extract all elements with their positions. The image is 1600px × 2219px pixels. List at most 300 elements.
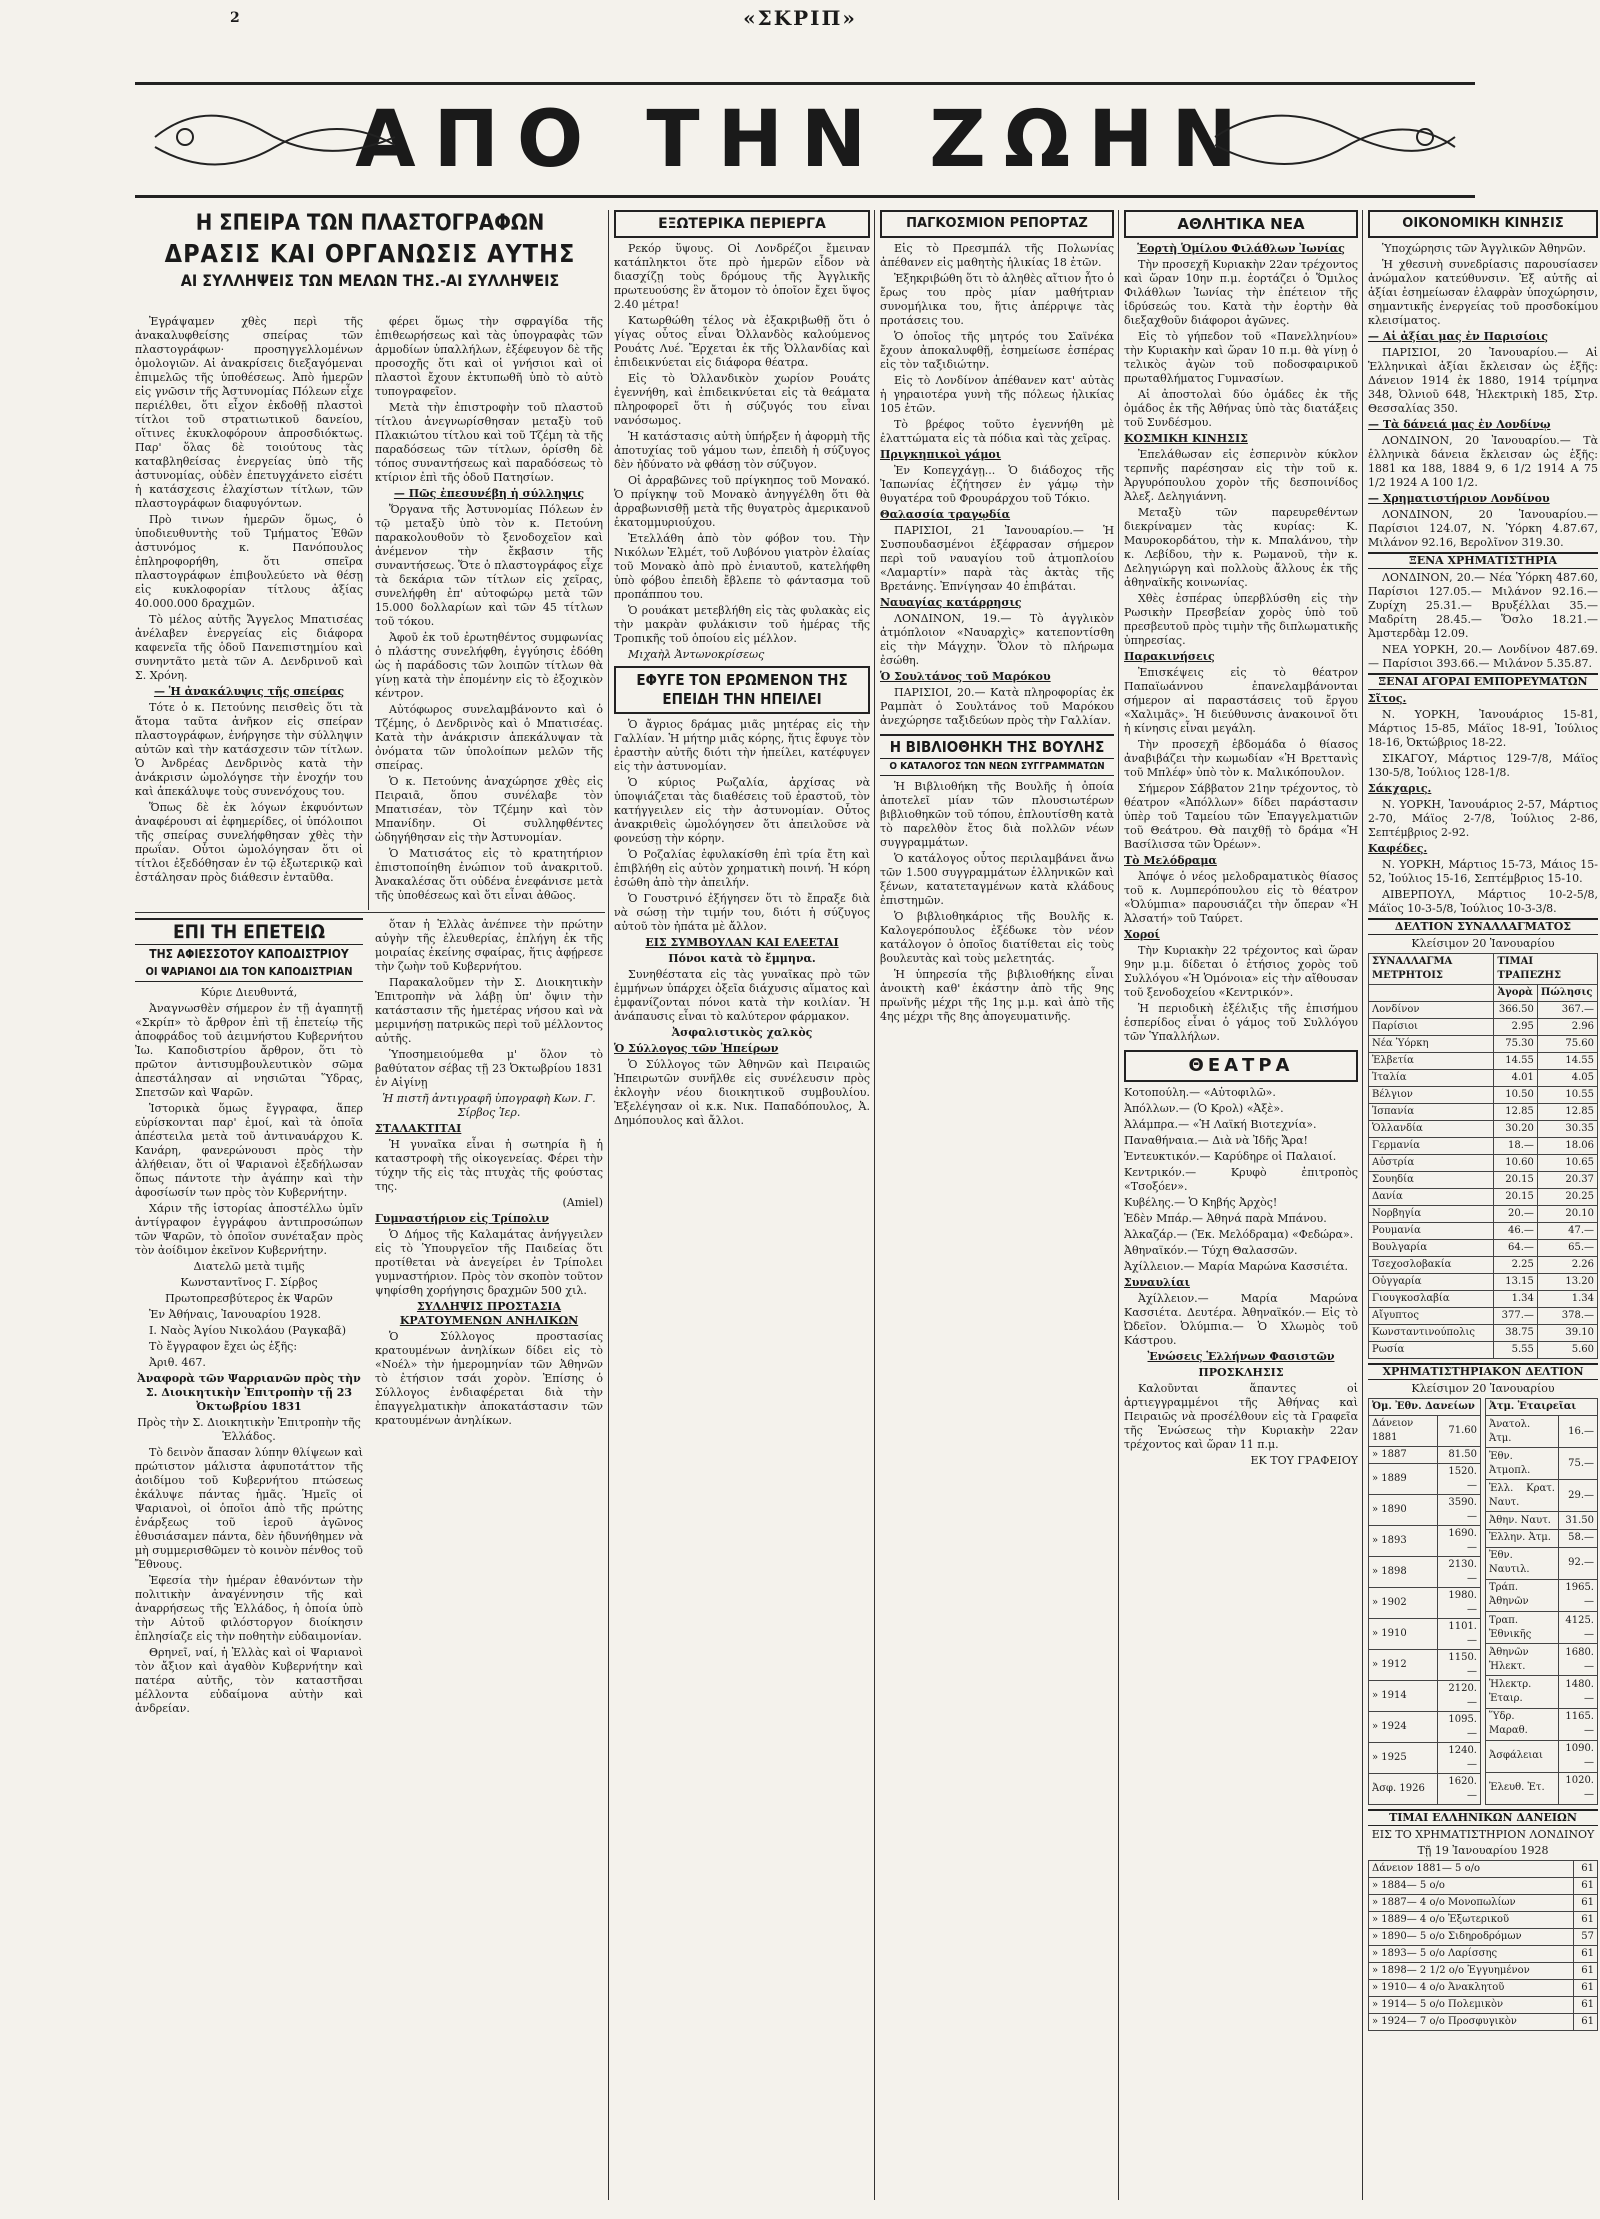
letter-signature: Κωνσταντῖνος Γ. Σίρβος	[180, 1276, 318, 1289]
table-cell: Αἴγυπτος	[1369, 1308, 1494, 1325]
stock-bulletin-date: Κλείσιμον 20 Ἰανουαρίου	[1411, 1382, 1555, 1395]
document-number: Ἀριθ. 467.	[149, 1356, 206, 1369]
article-paragraph: Ἡ κατάστασις αὐτὴ ὑπήρξεν ἡ ἀφορμὴ τῆς ἀποτυχίας τοῦ γάμου των, ἐπειδὴ ἡ σύζυγος δὲν ἠδύνατο νὰ φθάσῃ τὸν σύζυγον.	[614, 430, 870, 471]
table-cell: 75.30	[1494, 1036, 1537, 1053]
newspaper-name: «ΣΚΡΙΠ»	[743, 6, 857, 30]
kapodistrias-headline: ΕΠΙ ΤΗ ΕΠΕΤΕΙΩ	[135, 918, 363, 945]
article-paragraph: Ἡ ὑπηρεσία τῆς βιβλιοθήκης εἶναι ἀνοικτὴ καθ' ἑκάστην ἀπὸ τῆς 9ης πρωϊνῆς μέχρι τῆς 1ης μ.μ. καὶ ἀπὸ τῆς 4ης μέχρι τῆς 8ης ἀπογευματινῆς.	[880, 968, 1114, 1023]
table-cell: Παρίσιοι	[1369, 1019, 1494, 1036]
table-cell: 1020.—	[1558, 1772, 1597, 1804]
table-cell: Τράπ. Ἀθηνῶν	[1486, 1579, 1559, 1611]
table-cell: » 1910	[1369, 1619, 1438, 1650]
table-row	[1369, 1053, 1598, 1070]
section-subhead: ΚΟΣΜΙΚΗ ΚΙΝΗΣΙΣ	[1124, 432, 1248, 445]
table-cell: 61	[1573, 1912, 1598, 1929]
table-cell: » 1902	[1369, 1588, 1438, 1619]
theatre-listing: Ἀθηναϊκόν.— Τύχη Θαλασσῶν.	[1124, 1244, 1298, 1257]
article-paragraph: Ἐξηκριβώθη ὅτι τὸ ἀληθὲς αἴτιον ἦτο ὁ ἔρως του πρὸς μίαν μαθήτριαν συνομήλικα του, ἥτις ἀπέρριψε τὰς προτάσεις του.	[880, 272, 1114, 327]
table-cell: 2120.—	[1438, 1681, 1481, 1712]
section-subhead: Ὁ Σύλλογος τῶν Ἠπείρων	[614, 1042, 779, 1055]
article-paragraph: Τὴν προσεχῆ Κυριακὴν 22αν τρέχοντος καὶ ὥραν 10ην π.μ. ἑορτάζει ὁ Ὅμιλος Φιλάθλων Ἰωνίας τὴν ἐπέτειον τῆς ἱδρύσεώς του. Κατὰ τὴν ἑορτὴν θὰ διεξαχθοῦν διάφοροι ἀγῶνες.	[1124, 258, 1358, 327]
letter-signature-title: Πρωτοπρεσβύτερος ἐκ Ψαρῶν	[165, 1292, 333, 1305]
article-paragraph: Ὁ Γουστρινό ἐξήγησεν ὅτι τὸ ἔπραξε διὰ νὰ σώσῃ τὴν τιμήν του, διότι ἡ σύζυγος αὐτοῦ τὸν ἠπάτα μὲ ἄλλον.	[614, 892, 870, 933]
invitation-title: ΠΡΟΣΚΛΗΣΙΣ	[1198, 1366, 1284, 1379]
table-cell: 1090.—	[1558, 1740, 1597, 1772]
table-cell: 1480.—	[1558, 1676, 1597, 1708]
table-row	[1369, 1121, 1598, 1138]
table-cell: » 1889	[1369, 1464, 1438, 1495]
table-cell: 61	[1573, 1895, 1598, 1912]
article-paragraph: Εἰς τὸ Λονδίνον ἀπέθανεν κατ' αὐτὰς ἡ γηραιοτέρα γυνὴ τῆς πόλεως ἡλικίας 105 ἐτῶν.	[880, 374, 1114, 415]
article-paragraph: ΑΙΒΕΡΠΟΥΛ, Μάρτιος 10-2-5/8, Μάϊος 10-3-5/8, Ἰούλιος 10-3-3/8.	[1368, 888, 1598, 915]
table-cell: 64.—	[1494, 1240, 1537, 1257]
quote-text: Ἡ γυναῖκα εἶναι ἡ σωτηρία ἢ ἡ καταστροφὴ τῆς οἰκογενείας. Φέρει τὴν τύχην τῆς εἰς τὰς πτυχὰς τῆς φούστας της.	[375, 1138, 603, 1193]
table-cell: » 1887— 4 ο/ο Μονοπωλίων	[1369, 1895, 1574, 1912]
page-number: 2	[230, 10, 242, 26]
article-paragraph: Ὁ κατάλογος οὗτος περιλαμβάνει ἄνω τῶν 1.500 συγγραμμάτων ἑλληνικῶν καὶ ξένων, κατατεταγμένων κατὰ κλάδους ἐπιστημῶν.	[880, 852, 1114, 907]
theatre-listing: Κεντρικόν.— Κρυφὸ ἐπιτροπὸς «Τσοξόεν».	[1124, 1166, 1358, 1193]
table-cell: 75.60	[1537, 1036, 1597, 1053]
article-paragraph: Ἀχίλλειον.— Μαρία Μαρώνα Κασσιέτα. Δευτέρα. Ἀθηναϊκόν.— Εἰς τὸ Ὠδεῖον. Ὀλύμπια.— Ὁ Χλωμὸς τοῦ Κάστρου.	[1124, 1292, 1358, 1347]
fled-lover-headline: ΕΦΥΓΕ ΤΟΝ ΕΡΩΜΕΝΟΝ ΤΗΣ ΕΠΕΙΔΗ ΤΗΝ ΗΠΕΙΛΕΙ	[614, 666, 870, 714]
article-paragraph: Κατωρθώθη τέλος νὰ ἐξακριβωθῇ ὅτι ὁ γίγας οὗτος εἶναι Ὀλλανδὸς καλούμενος Ρουάτς Λυέ. Ἔρχεται ἐκ τῆς Ὀλλανδίας καὶ ἐπιδεικνύεται εἰς διάφορα θέατρα.	[614, 314, 870, 369]
table-row	[1369, 1274, 1598, 1291]
table-row	[1369, 1774, 1481, 1805]
table-header: Ἀτμ. Ἑταιρεῖαι	[1486, 1399, 1598, 1416]
section-subhead: Τὸ Μελόδραμα	[1124, 854, 1217, 867]
kapodistrias-continued	[375, 918, 603, 2200]
table-row	[1486, 1530, 1598, 1548]
section-subhead: Καφέδες.	[1368, 842, 1428, 855]
table-row	[1369, 1447, 1481, 1464]
article-paragraph: Ὁ Σύλλογος τῶν Ἀθηνῶν καὶ Πειραιῶς Ἠπειρωτῶν συνῆλθε εἰς συνέλευσιν πρὸς ἐκλογὴν νέου διοικητικοῦ συμβουλίου. Ἐξελέγησαν οἱ κ.κ. Νικ. Παπαδόπουλος, Ἀ. Δημόπουλος καὶ ἄλλοι.	[614, 1058, 870, 1127]
section-title: ΑΠΟ ΤΗΝ ΖΩΗΝ	[355, 95, 1255, 185]
table-cell: Ἐθν. Ναυτιλ.	[1486, 1547, 1559, 1579]
table-cell: » 1910— 4 ο/ο Ἀνακλητοῦ	[1369, 1980, 1574, 1997]
article-paragraph: ΠΑΡΙΣΙΟΙ, 21 Ἰανουαρίου.— Ἡ Συσπουδασμένοι ἐξέφρασαν σήμερον περὶ τοῦ ναυαγίου τοῦ ἀτμοπλοίου «Λαμαρτίν» παρὰ τὰς ἀκτὰς τῆς Βρετάνης. Ἐπνίγησαν 40 ἐπιβάται.	[880, 524, 1114, 593]
commodity-markets-header: ΞΕΝΑΙ ΑΓΟΡΑΙ ΕΜΠΟΡΕΥΜΑΤΩΝ	[1368, 673, 1598, 690]
article-paragraph: Οἱ ἀρραβῶνες τοῦ πρίγκηπος τοῦ Μονακό. Ὁ πρίγκηψ τοῦ Μονακὸ ἀνηγγέλθη ὅτι θὰ ἀρραβωνισθῇ μετὰ τῆς θυγατρὸς ἀμερικανοῦ ἑκατομμυριούχου.	[614, 474, 870, 529]
masthead	[0, 0, 1600, 40]
article-paragraph: Ἡ Βιβλιοθήκη τῆς Βουλῆς ἡ ὁποία ἀποτελεῖ μίαν τῶν πλουσιωτέρων βιβλιοθηκῶν τοῦ τόπου, ἐπλουτίσθη κατὰ τὸ παρελθὸν ἔτος διὰ πολλῶν νέων συγγραμμάτων.	[880, 780, 1114, 849]
table-row	[1369, 1104, 1598, 1121]
article-paragraph: Χθὲς ἐσπέρας ὑπερβλύσθη εἰς τὴν Ρωσικὴν Πρεσβείαν χορὸς ὑπὸ τοῦ πρεσβευτοῦ πρὸς τιμὴν τῆς διπλωματικῆς ὑπηρεσίας.	[1124, 592, 1358, 647]
theatre-listing: Κυβέλης.— Ὁ Κηβής Ἀρχὸς!	[1124, 1196, 1278, 1209]
table-row	[1369, 1895, 1598, 1912]
table-cell: 10.50	[1494, 1087, 1537, 1104]
article-paragraph: Ὁ Ροζαλίας ἐφυλακίσθη ἐπὶ τρία ἔτη καὶ ἐπιβλήθη εἰς αὐτὸν χρηματικὴ ποινή. Ἡ κόρη ἐσώθη ἀπὸ τὴν ἀπειλήν.	[614, 848, 870, 889]
table-row	[1369, 1557, 1481, 1588]
table-row	[1486, 1676, 1598, 1708]
article-paragraph: Ἀπόψε ὁ νέος μελοδραματικὸς θίασος τοῦ κ. Λυμπερόπουλου εἰς τὸ θέατρον «Ὀλύμπια» παρουσιάζει τὴν ὄπεραν «Ἡ Ἀλσατή» τοῦ Ταύρετ.	[1124, 870, 1358, 925]
article-paragraph: Ν. ΥΟΡΚΗ, Ἰανουάριος 2-57, Μάρτιος 2-70, Μάϊος 2-7/8, Ἰούλιος 2-86, Σεπτέμβριος 2-92.	[1368, 798, 1598, 839]
forgers-headline: Η ΣΠΕΙΡΑ ΤΩΝ ΠΛΑΣΤΟΓΡΑΦΩΝ	[195, 211, 545, 236]
table-cell: 2.25	[1494, 1257, 1537, 1274]
article-paragraph: ΠΑΡΙΣΙΟΙ, 20 Ἰανουαρίου.— Αἱ Ἑλληνικαὶ ἀξίαι ἔκλεισαν ὡς ἑξῆς: Δάνειον 1914 ἐκ 1880, 1914 τρίμηνα 348, Ὀλνιοῦ 648, Ἡλεκτρικὴ 185, Στρ. Θεσσαλίας 350.	[1368, 346, 1598, 415]
article-paragraph: Τὴν Κυριακὴν 22 τρέχοντος καὶ ὥραν 9ην μ.μ. δίδεται ὁ ἐτήσιος χορὸς τοῦ Συλλόγου «Ἡ Ὁμόνοια» εἰς τὴν αἴθουσαν τοῦ ξενοδοχείου «Κεντρικόν».	[1124, 944, 1358, 999]
table-cell: Νέα Ὑόρκη	[1369, 1036, 1494, 1053]
table-row	[1369, 1526, 1481, 1557]
table-cell: Αὐστρία	[1369, 1155, 1494, 1172]
foreign-exchanges-header: ΞΕΝΑ ΧΡΗΜΑΤΙΣΤΗΡΙΑ	[1368, 552, 1598, 569]
article-subhead: — Πῶς ἐπεσυνέβη ἡ σύλληψις	[393, 487, 585, 500]
article-paragraph: ΠΑΡΙΣΙΟΙ, 20.— Κατὰ πληροφορίας ἐκ Ραμπὰτ ὁ Σουλτάνος τοῦ Μαρόκου ἀνεχώρησε ταξιδεύων πρὸς τὴν Γαλλίαν.	[880, 686, 1114, 727]
article-paragraph: Ὁ Ματισάτος εἰς τὸ κρατητήριον ἐπιστοποίηθη ἐνώπιον τοῦ ἀνακριτοῦ. Ἀνακαλέσας ὅτι οὐδένα ἐνεφάνισε μετὰ τῆς ὑποθέσεως καὶ ὅτι εἶναι ἀθῶος.	[375, 847, 603, 902]
table-row	[1486, 1579, 1598, 1611]
article-paragraph: Τὸ δεινὸν ἄπασαν λύπην θλίψεων καὶ πρώτιστον μάλιστα ἀφυποτάττον τῆς ἀοιδίμου τοῦ Κυβερνήτου πτώσεως ἐκάλυψε πάντας ἡμᾶς. Ἡμεῖς οἱ Ψαριανοὶ, οἱ ὁποῖοι ἀπὸ τῆς πρώτης ἐνάρξεως τοῦ ἱεροῦ ἀγῶνος ἐθυσιάσαμεν πάντα, δὲν ἠδυνήθημεν νὰ μὴ συμμερισθῶμεν τὸ κοινὸν πένθος τοῦ Ἔθνους.	[135, 1446, 363, 1571]
table-cell: 20.15	[1494, 1189, 1537, 1206]
table-row	[1369, 1308, 1598, 1325]
forgers-deck: ΑΙ ΣΥΛΛΗΨΕΙΣ ΤΩΝ ΜΕΛΩΝ ΤΗΣ.-ΑΙ ΣΥΛΛΗΨΕΙΣ	[180, 271, 560, 290]
article-paragraph: Ν. ΥΟΡΚΗ, Ἰανουάριος 15-81, Μάρτιος 15-85, Μάϊος 18-91, Ἰούλιος 18-16, Ὀκτώβριος 18-22.	[1368, 708, 1598, 749]
table-row	[1369, 1681, 1481, 1712]
table-cell: Ὕδρ. Μαραθ.	[1486, 1708, 1559, 1740]
table-row	[1486, 1612, 1598, 1644]
article-paragraph: Ὁ Σύλλογος προστασίας κρατουμένων ἀνηλίκων δίδει εἰς τὸ «Νοέλ» τὴν ἡμερομηνίαν τῶν Ἀθηνῶν τὸ ἐτήσιον τσάι χορὸν. Ἐπίσης ὁ Σύλλογος ἐνδιαφέρεται διὰ τὴν ἐπαγγελματικὴν ἀποκατάστασιν τῶν κρατουμένων ἀνηλίκων.	[375, 1330, 603, 1427]
article-paragraph: Μεταξὺ τῶν παρευρεθέντων διεκρίναμεν τὰς κυρίας: Κ. Μαυροκορδάτου, τὴν κ. Μπαλάνου, τὴν κ. Λεβίδου, τὴν κ. Ρωμανοῦ, τὴν κ. Δεληγιώργη καὶ πολλοὺς ἄλλους ἐκ τῆς ἀθηναϊκῆς κοινωνίας.	[1124, 506, 1358, 589]
table-cell: Τραπ. Ἐθνικῆς	[1486, 1612, 1559, 1644]
table-header: ΣΥΝΑΛΛΑΓΜΑ ΜΕΤΡΗΤΟΙΣ	[1369, 954, 1494, 985]
forgers-subheadline: ΔΡΑΣΙΣ ΚΑΙ ΟΡΓΑΝΩΣΙΣ ΑΥΤΗΣ	[164, 239, 576, 268]
table-cell: 1095.—	[1438, 1712, 1481, 1743]
table-cell: 1.34	[1494, 1291, 1537, 1308]
table-row	[1486, 1644, 1598, 1676]
table-cell: 4.05	[1537, 1070, 1597, 1087]
section-banner	[135, 82, 1475, 198]
article-paragraph: Καλοῦνται ἅπαντες οἱ ἀρτιεγγραμμένοι τῆς Ἀθήνας καὶ Πειραιῶς νὰ προσέλθουν εἰς τὰ Γραφεῖα τῆς Ἑνώσεως τὴν Κυριακὴν 22αν τρέχοντος καὶ ὥραν 11 π.μ.	[1124, 1382, 1358, 1451]
article-paragraph: Ἐπισκέψεις εἰς τὸ θέατρον Παπαϊωάννου ἐπανελαμβάνονται σήμερον αἱ παραστάσεις τοῦ ἔργου «Χαλιμᾶς». Ἡ διεύθυνσις ἀνακοινοῖ ὅτι ἡ κίνησις εἶναι μεγάλη.	[1124, 666, 1358, 735]
greek-loans-table	[1368, 1860, 1598, 2031]
section-subhead: Χοροί	[1124, 928, 1160, 941]
forgers-article-col-a	[135, 315, 363, 910]
section-subhead: Πριγκηπικοὶ γάμοι	[880, 448, 1002, 461]
article-paragraph: Σήμερον Σάββατον 21ην τρέχοντος, τὸ θέατρον «Ἀπόλλων» δίδει παράστασιν ὑπὲρ τοῦ Ταμείου τῶν Ἐπαγγελματιῶν τοῦ Θεάτρου. Θὰ παιχθῇ τὸ δράμα «Ἡ Βασίλισσα τῶν Ὀρέων».	[1124, 782, 1358, 851]
table-cell: Δάνειον 1881— 5 ο/ο	[1369, 1861, 1574, 1878]
table-cell: 16.—	[1558, 1416, 1597, 1448]
table-row	[1369, 1743, 1481, 1774]
table-cell: 14.55	[1494, 1053, 1537, 1070]
article-signature: ΕΚ ΤΟΥ ΓΡΑΦΕΙΟΥ	[1250, 1454, 1358, 1467]
table-row	[1369, 1257, 1598, 1274]
greek-loans-header: ΤΙΜΑΙ ΕΛΛΗΝΙΚΩΝ ΔΑΝΕΙΩΝ	[1368, 1809, 1598, 1826]
article-paragraph: Τὸ βρέφος τοῦτο ἐγεννήθη μὲ ἐλαττώματα εἰς τὰ πόδια καὶ τὰς χεῖρας.	[880, 418, 1114, 445]
theatres-header: ΘΕΑΤΡΑ	[1124, 1050, 1358, 1082]
table-cell: 20.37	[1537, 1172, 1597, 1189]
banner-ornament-left	[145, 87, 405, 187]
section-subhead: Θαλασσία τραγῳδία	[880, 508, 1011, 521]
table-cell: 75.—	[1558, 1448, 1597, 1480]
table-cell: Ἰσπανία	[1369, 1104, 1494, 1121]
foreign-curiosities-column	[614, 210, 870, 2200]
section-subhead: ΣΤΑΛΑΚΤΙΤΑΙ	[375, 1122, 462, 1135]
theatre-listing: Ἀχίλλειον.— Μαρία Μαρώνα Κασσιέτα.	[1124, 1260, 1349, 1273]
table-cell: 61	[1573, 1963, 1598, 1980]
section-subhead: — Αἱ ἀξίαι μας ἐν Παρισίοις	[1368, 330, 1548, 343]
article-paragraph: Ἐν Κοπεγχάγῃ... Ὁ διάδοχος τῆς Ἰαπωνίας ἐζήτησεν ἐν γάμῳ τὴν θυγατέρα τοῦ Φρουράρχου τοῦ Τόκιο.	[880, 464, 1114, 505]
loans-table	[1368, 1398, 1481, 1805]
foreign-curiosities-header: ΕΞΩΤΕΡΙΚΑ ΠΕΡΙΕΡΓΑ	[614, 210, 870, 238]
table-row	[1369, 1342, 1598, 1359]
table-row	[1369, 1189, 1598, 1206]
letter-address: Ι. Ναὸς Ἁγίου Νικολάου (Ραγκαβᾶ)	[149, 1324, 347, 1337]
article-paragraph: Τὸ μέλος αὐτῆς Ἄγγελος Μπατισέας ἀνέλαβεν ἐνεργείας εἰς διάφορα καφενεῖα τῆς ὁδοῦ Πανεπιστημίου καὶ συνηντᾶτο μετὰ τῶν Α. Δενδρινοῦ καὶ Σ. Χρόνη.	[135, 613, 363, 682]
table-row	[1369, 1912, 1598, 1929]
table-row	[1486, 1740, 1598, 1772]
table-row	[1369, 1223, 1598, 1240]
table-cell: 5.55	[1494, 1342, 1537, 1359]
table-cell: 61	[1573, 1980, 1598, 1997]
article-paragraph: Ὁ βιβλιοθηκάριος τῆς Βουλῆς κ. Καλογερόπουλος ἐξέδωκε τὸν νέον κατάλογον ὁ ὁποῖος διατίθεται εἰς τοὺς βουλευτὰς καὶ τοὺς μελετητάς.	[880, 910, 1114, 965]
article-paragraph: Ἀφοῦ ἐκ τοῦ ἐρωτηθέντος συμφωνίας ὁ πλάστης συνελήφθη, ἐγγύησις ἐδόθη ὡς ἡ παράδοσις τῶν λοιπῶν τίτλων θὰ γίνῃ κατὰ τὴν ἐπομένην εἰς τὸ ἐξοχικὸν κέντρον.	[375, 631, 603, 700]
table-row	[1369, 1002, 1598, 1019]
table-row	[1369, 1172, 1598, 1189]
table-cell: 20.15	[1494, 1172, 1537, 1189]
document-title: Ἀναφορὰ τῶν Ψαρριανῶν πρὸς τὴν Σ. Διοικητικὴν Ἐπιτροπὴν τῇ 23 Ὀκτωβρίου 1831	[137, 1372, 361, 1413]
table-header: Ὀμ. Ἐθν. Δανείων	[1369, 1399, 1481, 1416]
forgers-article-col-b	[375, 315, 603, 910]
article-paragraph: Τότε ὁ κ. Πετούνης πεισθεὶς ὅτι τὰ ἄτομα ταῦτα ἀνῆκον εἰς σπείραν πλαστογράφων, ἐνήργησε τὴν σύλληψιν αὐτῶν καὶ τὴν κατάσχεσιν τῶν τίτλων. Ὁ Ἀνδρέας Δενδρινὸς κατὰ τὴν ἀνάκρισιν ὡμολόγησε τὴν ἐνοχήν του καὶ ἀπεκάλυψε τοὺς συνενόχους του.	[135, 701, 363, 798]
theatre-listing: Ἐντευκτικόν.— Καρύδηρε οἱ Παλαιοί.	[1124, 1150, 1337, 1163]
table-cell: 10.65	[1537, 1155, 1597, 1172]
table-cell: » 1924	[1369, 1712, 1438, 1743]
table-row	[1486, 1480, 1598, 1512]
table-cell: 1980.—	[1438, 1588, 1481, 1619]
table-cell: 20.10	[1537, 1206, 1597, 1223]
table-row	[1369, 2014, 1598, 2031]
article-subhead: — Ἡ ἀνακάλυψις τῆς σπείρας	[153, 685, 345, 698]
table-cell: 4.01	[1494, 1070, 1537, 1087]
table-cell: » 1893	[1369, 1526, 1438, 1557]
section-subhead: Παρακινήσεις	[1124, 650, 1215, 663]
table-cell: Ἀθην. Ναυτ.	[1486, 1512, 1559, 1530]
table-cell: Τσεχοσλοβακία	[1369, 1257, 1494, 1274]
table-cell: 18.06	[1537, 1138, 1597, 1155]
table-cell: 30.20	[1494, 1121, 1537, 1138]
table-cell: 1.34	[1537, 1291, 1597, 1308]
table-cell: » 1893— 5 ο/ο Λαρίσσης	[1369, 1946, 1574, 1963]
table-row	[1369, 1495, 1481, 1526]
article-paragraph: ὅταν ἡ Ἑλλὰς ἀνέπνεε τὴν πρώτην αὐγὴν τῆς ἐλευθερίας, ἐπλήγη ἐκ τῆς μοιραίας ἐκείνης σφαίρας, ἥτις ἀφῄρεσε τὴν ζωὴν τοῦ Κυβερνήτου.	[375, 918, 603, 973]
article-paragraph: Ὁ κ. Πετούνης ἀναχώρησε χθὲς εἰς Πειραιᾶ, ὅπου συνέλαβε τὸν Μπατισέαν, τὸν Τζέμην καὶ τὸν Μπανίδην. Οἱ συλληφθέντες ὡδηγήθησαν εἰς τὴν Ἀστυνομίαν.	[375, 775, 603, 844]
table-cell: » 1898— 2 1/2 ο/ο Ἐγγυημένον	[1369, 1963, 1574, 1980]
article-paragraph: Ἀναγνωσθὲν σήμερον ἐν τῇ ἀγαπητῇ «Σκρίπ» τὸ ἄρθρον ἐπὶ τῇ ἐπετείῳ τῆς ἀποφράδος τοῦ ἀειμνήστου Κυβερνήτου Ἰω. Καποδιστρίου ἄρθρον, ὅτι τὸ πρῶτον ἀντισυμβουλευτικὸν σῶμα ἀπεστάλησαν αἱ νησιῶται Ὕδρας, Σπετσῶν καὶ Ψαρῶν.	[135, 1002, 363, 1099]
table-cell: 1620.—	[1438, 1774, 1481, 1805]
table-header: ΤΙΜΑΙ ΤΡΑΠΕΖΗΣ	[1494, 954, 1598, 985]
table-cell: Ἑλλην. Ἀτμ.	[1486, 1530, 1559, 1548]
table-cell: Ὁλλανδία	[1369, 1121, 1494, 1138]
world-report-column	[880, 210, 1114, 2200]
table-cell: 2.95	[1494, 1019, 1537, 1036]
table-cell: Νορβηγία	[1369, 1206, 1494, 1223]
table-row	[1369, 1155, 1598, 1172]
table-cell: 47.—	[1537, 1223, 1597, 1240]
table-cell: » 1925	[1369, 1743, 1438, 1774]
forgers-headline-block	[135, 210, 605, 310]
table-cell: 1680.—	[1558, 1644, 1597, 1676]
table-cell: 61	[1573, 1997, 1598, 2014]
table-cell: » 1898	[1369, 1557, 1438, 1588]
stock-bulletin-tables	[1368, 1398, 1598, 1805]
letter-date: Ἐν Ἀθήναις, Ἰανουαρίου 1928.	[149, 1308, 321, 1321]
exchange-rates-date: Κλείσιμον 20 Ἰανουαρίου	[1411, 937, 1555, 950]
table-cell: 29.—	[1558, 1480, 1597, 1512]
article-paragraph: Ὑποχώρησις τῶν Ἀγγλικῶν Ἀθηνῶν.	[1382, 242, 1587, 255]
document-addressee: Πρὸς τὴν Σ. Διοικητικὴν Ἐπιτροπὴν τῆς Ἑλλάδος.	[137, 1416, 361, 1443]
table-cell: Οὑγγαρία	[1369, 1274, 1494, 1291]
section-subhead: Ἀσφαλιστικὸς χαλκὸς	[671, 1026, 813, 1039]
table-row	[1369, 1929, 1598, 1946]
table-row	[1369, 1997, 1598, 2014]
exchange-rates-table	[1368, 953, 1598, 1359]
article-paragraph: Ρεκόρ ὕψους. Οἱ Λονδρέζοι ἔμειναν κατάπληκτοι ὅτε πρὸ ἡμερῶν εἶδον νὰ διασχίζῃ τοὺς δρόμους τῆς Ἀγγλικῆς πρωτευούσης ἓν ἄτομον τὸ ὁποῖον ἔχει ὕψος 2.40 μέτρα!	[614, 242, 870, 311]
article-paragraph: Ἐφεσία τὴν ἡμέραν ἐθανόντων τὴν πολιτικὴν ἀναγέννησιν τῆς καὶ ἀναρρήσεως τῆς Ἑλλάδος, ἡ ὁποία ὑπὸ τὴν Αὐτοῦ φιλόστοργον διοίκησιν ἐπλησίαζε εἰς τὴν ποθητὴν εὐδαιμονίαν.	[135, 1574, 363, 1643]
article-paragraph: ΝΕΑ ΥΟΡΚΗ, 20.— Λονδίνον 487.69.— Παρίσιοι 393.66.— Μιλάνον 5.35.87.	[1368, 643, 1598, 670]
table-cell: » 1884— 5 ο/ο	[1369, 1878, 1574, 1895]
theatre-listing: Ἀλάμπρα.— «Ἡ Λαϊκή Βιοτεχνία».	[1124, 1118, 1317, 1131]
table-cell: 92.—	[1558, 1547, 1597, 1579]
table-row	[1369, 1588, 1481, 1619]
table-cell: 14.55	[1537, 1053, 1597, 1070]
economic-header: ΟΙΚΟΝΟΜΙΚΗ ΚΙΝΗΣΙΣ	[1368, 210, 1598, 238]
companies-table	[1485, 1398, 1598, 1805]
article-paragraph: Ὅπως δὲ ἐκ λόγων ἐκφυόντων ἀναφέρουσι αἱ ἐφημερίδες, οἱ ὑπόλοιποι τῆς σπείρας συνελήφθησαν χθὲς τὴν πρωΐαν. Οὗτοι ὡμολόγησαν ὅτι οἱ τίτλοι ἐξεδόθησαν ἐν τῷ ἐξωτερικῷ καὶ ἐστάλησαν πρὸς διάθεσιν ἐνταῦθα.	[135, 801, 363, 884]
table-cell: 2.26	[1537, 1257, 1597, 1274]
table-cell: Ἑλλ. Κρατ. Ναυτ.	[1486, 1480, 1559, 1512]
table-cell: 13.15	[1494, 1274, 1537, 1291]
table-cell: Ἐθν. Ἀτμοπλ.	[1486, 1448, 1559, 1480]
table-cell: Ἀθηνῶν Ἡλεκτ.	[1486, 1644, 1559, 1676]
article-paragraph: Ἐπελάθωσαν εἰς ἐσπερινὸν κύκλον τερπνῆς παρέσησαν εἰς τὴν τοῦ κ. Ἀργυρόπουλου χορὸν τῆς δεσποινίδος Ἀλεξ. Δεληγιάννη.	[1124, 448, 1358, 503]
article-paragraph: Τὸ ἔγγραφον ἔχει ὡς ἑξῆς:	[149, 1340, 298, 1353]
letter-closing: Διατελῶ μετὰ τιμῆς	[193, 1260, 305, 1273]
table-cell: Ἰταλία	[1369, 1070, 1494, 1087]
section-subhead: Ναυαγίας κατάρρησις	[880, 596, 1022, 609]
article-paragraph: Ὁ ὁποῖος τῆς μητρός του Σαϊνέκα ἔχουν ἀποκαλυφθῇ, ἐσημείωσε ἐσπέρας εἰς τὸν ταξιδιώτην.	[880, 330, 1114, 371]
article-paragraph: ΣΙΚΑΓΟΥ, Μάρτιος 129-7/8, Μάϊος 130-5/8, Ἰούλιος 128-1/8.	[1368, 752, 1598, 779]
table-cell: » 1890— 5 ο/ο Σιδηροδρόμων	[1369, 1929, 1574, 1946]
section-subhead: ΣΥΛΛΗΨΙΣ ΠΡΟΣΤΑΣΙΑ ΚΡΑΤΟΥΜΕΝΩΝ ΑΝΗΛΙΚΩΝ	[399, 1300, 579, 1327]
table-cell: » 1889— 4 ο/ο Ἐξωτερικοῦ	[1369, 1912, 1574, 1929]
theatre-listing: Ἐδὲν Μπάρ.— Ἀθηνά παρὰ Μπάνου.	[1124, 1212, 1327, 1225]
table-row	[1369, 1861, 1598, 1878]
table-cell: 1690.—	[1438, 1526, 1481, 1557]
table-row	[1369, 1019, 1598, 1036]
table-cell: 61	[1573, 1878, 1598, 1895]
table-cell: Ἡλεκτρ. Ἑταιρ.	[1486, 1676, 1559, 1708]
article-paragraph: Εἰς τὸ Ὀλλανδικὸν χωρίον Ρουάτς ἐγεννήθη, καὶ ἐπιδεικνύεται εἰς τὰ θεάματα πληροφορεῖ ὅτι ἡ σύζυγός του εἶναι νανόσωμος.	[614, 372, 870, 427]
section-subhead: Ὁ Σουλτάνος τοῦ Μαρόκου	[880, 670, 1051, 683]
table-cell: 46.—	[1494, 1223, 1537, 1240]
table-row	[1369, 1980, 1598, 1997]
table-cell: 13.20	[1537, 1274, 1597, 1291]
economic-column	[1368, 210, 1598, 2200]
table-row	[1486, 1772, 1598, 1804]
article-paragraph: ΛΟΝΔΙΝΟΝ, 20 Ἰανουαρίου.— Παρίσιοι 124.07, Ν. Ὑόρκη 4.87.67, Μιλάνον 92.16, Βερολῖνον 319.30.	[1368, 508, 1598, 549]
section-subhead: Γυμναστήριον εἰς Τρίπολιν	[375, 1212, 549, 1225]
table-row	[1369, 1650, 1481, 1681]
table-cell: 10.60	[1494, 1155, 1537, 1172]
article-paragraph: ΛΟΝΔΙΝΟΝ, 19.— Τὸ ἀγγλικὸν ἀτμόπλοιον «Ναυαρχὶς» κατεποντίσθη εἰς τὴν Μάγχην. Ὅλον τὸ πλήρωμα ἐσώθη.	[880, 612, 1114, 667]
table-cell: 31.50	[1558, 1512, 1597, 1530]
table-row	[1369, 1963, 1598, 1980]
table-row	[1369, 1291, 1598, 1308]
quote-author: (Amiel)	[562, 1196, 603, 1209]
article-paragraph: Εἰς τὸ γήπεδον τοῦ «Πανελληνίου» τὴν Κυριακὴν καὶ ὥραν 10 π.μ. θὰ γίνῃ ὁ τελικὸς ἀγὼν τοῦ ποδοσφαιρικοῦ πρωταθλήματος Γυμνασίων.	[1124, 330, 1358, 385]
theatre-listing: Παναθήναια.— Διὰ νὰ Ἰδῆς Ἄρα!	[1124, 1134, 1308, 1147]
article-paragraph: Ὁ ρουάκατ μετεβλήθη εἰς τὰς φυλακὰς εἰς τὴν μακρὰν φυλάκισιν τοῦ ἠμέρας τῆς Τροπικῆς τοῦ ὁποίου εἰς μέλλον.	[614, 604, 870, 645]
table-row	[1369, 1036, 1598, 1053]
article-paragraph: Ὁ ἄγριος δράμας μιᾶς μητέρας εἰς τὴν Γαλλίαν. Ἡ μήτηρ μιᾶς κόρης, ἥτις ἔφυγε τὸν ἐραστὴν αὐτῆς διότι τὴν ἠπείλει, κατέφυγεν εἰς τὴν ἀστυνομίαν.	[614, 718, 870, 773]
table-cell: Ἀσφάλειαι	[1486, 1740, 1559, 1772]
table-cell: Ρωσία	[1369, 1342, 1494, 1359]
article-paragraph: Ν. ΥΟΡΚΗ, Μάρτιος 15-73, Μάιος 15-52, Ἰούλιος 15-16, Σεπτέμβριος 15-10.	[1368, 858, 1598, 885]
section-subhead: Σάκχαρις.	[1368, 782, 1432, 795]
greek-loans-intro: ΕΙΣ ΤΟ ΧΡΗΜΑΤΙΣΤΗΡΙΟΝ ΛΟΝΔΙΝΟΥ	[1371, 1828, 1595, 1841]
theatre-listing: Ἀλκαζάρ.— (Ἐκ. Μελόδραμα) «Φεδώρα».	[1124, 1228, 1354, 1241]
greek-loans-date: Τῇ 19 Ἰανουαρίου 1928	[1417, 1844, 1549, 1857]
article-paragraph: Ἡ περιοδικὴ ἐξέλιξις τῆς ἐπισήμου ἑσπερίδος εἶναι ὁ γάμος τοῦ Συλλόγου τῶν Ὑπαλλήλων.	[1124, 1002, 1358, 1043]
table-cell: Ἀσφ. 1926	[1369, 1774, 1438, 1805]
table-cell: Ἑλβετία	[1369, 1053, 1494, 1070]
table-cell: » 1912	[1369, 1650, 1438, 1681]
article-paragraph: Μετὰ τὴν ἐπιστροφὴν τοῦ πλαστοῦ τίτλου ἀνεγνωρίσθησαν μεταξὺ τοῦ Πλακιώτου τίτλου καὶ τοῦ Τζέμη τὰ τῆς παραδόσεως τῶν τίτλων, ὁρίσθη δὲ τόπος συναντήσεως καὶ παραδόσεως τὸ κτίριον ἐπὶ τῆς ὁδοῦ Πατησίων.	[375, 401, 603, 484]
theatre-listing: Κοτοπούλη.— «Αὐτοφιλῶ».	[1124, 1086, 1276, 1099]
table-cell: Βουλγαρία	[1369, 1240, 1494, 1257]
table-cell: 1101.—	[1438, 1619, 1481, 1650]
table-cell: 2.96	[1537, 1019, 1597, 1036]
table-cell: 71.60	[1438, 1416, 1481, 1447]
table-cell: Ἀνατολ. Ἀτμ.	[1486, 1416, 1559, 1448]
letter-salutation: Κύριε Διευθυντά,	[200, 986, 298, 999]
table-cell: 12.85	[1537, 1104, 1597, 1121]
article-byline: Μιχαὴλ Ἀντωνοκρίσεως	[628, 648, 765, 661]
table-cell: Λονδίνον	[1369, 1002, 1494, 1019]
table-cell: 57	[1573, 1929, 1598, 1946]
table-cell: 81.50	[1438, 1447, 1481, 1464]
document-signature: Ἡ πιστῆ ἀντιγραφῆ ὑπογραφὴ Κων. Γ. Σίρβος Ἱερ.	[382, 1092, 596, 1119]
table-cell: 3590.—	[1438, 1495, 1481, 1526]
table-cell: 1150.—	[1438, 1650, 1481, 1681]
article-paragraph: Πρὸ τινων ἡμερῶν ὅμως, ὁ ὑποδιευθυντὴς τοῦ Τμήματος Ἐθῶν ἀστυνόμος κ. Πανόπουλος ἐπληροφορήθη, ὅτι σπεῖρα πλαστογράφων ἐπιβουλεύετο νὰ θέσῃ εἰς κυκλοφορίαν τίτλους ἀξίας 40.000.000 δραχμῶν.	[135, 513, 363, 610]
table-cell: 10.55	[1537, 1087, 1597, 1104]
table-cell: 61	[1573, 1861, 1598, 1878]
table-cell: Ρουμανία	[1369, 1223, 1494, 1240]
table-cell: 20.25	[1537, 1189, 1597, 1206]
table-header: Πώλησις	[1537, 985, 1597, 1002]
table-header	[1369, 985, 1494, 1002]
article-paragraph: Ὑποσημειούμεθα μ' ὅλον τὸ βαθύτατον σέβας τῇ 23 Ὀκτωβρίου 1831 ἐν Αἰγίνῃ	[375, 1048, 603, 1089]
article-paragraph: Αἱ ἀποστολαὶ δύο ὁμάδες ἐκ τῆς ὁμάδος ἐκ τῆς Ἀθήνας ὑπὸ τὰς διατάξεις τοῦ Συνδέσμου.	[1124, 388, 1358, 429]
table-cell: » 1924— 7 ο/ο Προσφυγικὸν	[1369, 2014, 1574, 2031]
table-cell: 378.—	[1537, 1308, 1597, 1325]
article-paragraph: Ἱστορικὰ ὅμως ἔγγραφα, ἅπερ εὑρίσκονται παρ' ἐμοί, καὶ τὰ ὁποῖα ἀπέστειλα μετὰ τοῦ ἀντιναυάρχου Κ. Κανάρη, φανερώνουσι πρὸς τὴν ἀλήθειαν, ὅτι οἱ Ψαριανοὶ ἐξεδήλωσαν ὅπως πάντοτε τὴν ἀγάπην καὶ τὴν ἀφοσίωσίν των πρὸς τὸν Κυβερνήτην.	[135, 1102, 363, 1199]
article-paragraph: Παρακαλοῦμεν τὴν Σ. Διοικητικὴν Ἐπιτροπὴν νὰ λάβῃ ὑπ' ὄψιν τὴν κατάστασιν τῆς ἡμετέρας νήσου καὶ νὰ μεριμνήσῃ πατρικῶς περὶ τοῦ μέλλοντος αὐτῆς.	[375, 976, 603, 1045]
table-row	[1486, 1708, 1598, 1740]
table-cell: 1520.—	[1438, 1464, 1481, 1495]
table-cell: 58.—	[1558, 1530, 1597, 1548]
table-row	[1369, 1464, 1481, 1495]
table-cell: Βέλγιον	[1369, 1087, 1494, 1104]
table-cell: Γιουγκοσλαβία	[1369, 1291, 1494, 1308]
table-row	[1369, 1070, 1598, 1087]
table-cell: 65.—	[1537, 1240, 1597, 1257]
table-cell: Δανία	[1369, 1189, 1494, 1206]
table-cell: 377.—	[1494, 1308, 1537, 1325]
article-paragraph: Χάριν τῆς ἱστορίας ἀποστέλλω ὑμῖν ἀντίγραφον ἐγγράφου ἀντιπροσώπων τῶν Ψαρῶν, τὸ ὁποῖον συνέταξαν πρὸς τὸν ἀοίδιμον ἐκεῖνον Κυβερνήτην.	[135, 1202, 363, 1257]
sports-social-column	[1124, 210, 1358, 2200]
table-row	[1369, 1878, 1598, 1895]
world-report-header: ΠΑΓΚΟΣΜΙΟΝ ΡΕΠΟΡΤΑΖ	[880, 210, 1114, 238]
